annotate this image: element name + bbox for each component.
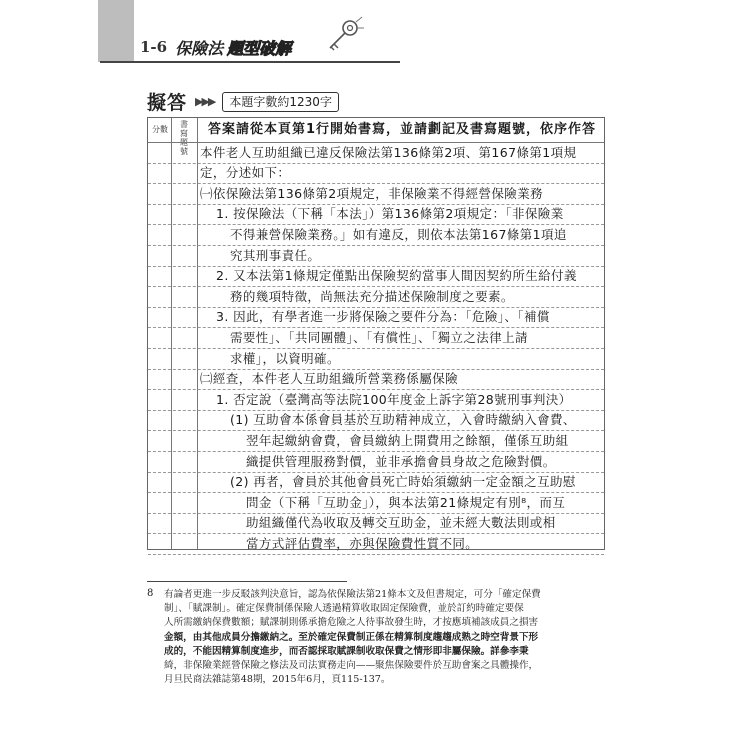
answer-line: 定，分述如下： bbox=[200, 165, 291, 181]
footnote-line: 人所需繳納保費數額；賦課制則係承擔危險之人待事故發生時，才按應填補該成員之損害 bbox=[164, 617, 539, 629]
answer-line: ㈠依保險法第136條第2項規定，非保險業不得經營保險業務 bbox=[200, 185, 544, 201]
answer-line: (2) 再者，會員於其他會員死亡時始須繳納一定金額之互助慰 bbox=[230, 474, 576, 490]
answer-line: 本件老人互助組織已違反保險法第136條第2項、第167條第1項規 bbox=[200, 144, 577, 160]
footnote-rule bbox=[147, 581, 347, 582]
answer-line: 求權」，以資明確。 bbox=[230, 350, 340, 366]
page-number: 1-6 bbox=[140, 38, 168, 56]
footnote-line: 成的，不能因精算制度進步，而否認採取賦課制收取保費之情形即非屬保險。詳參李秉 bbox=[164, 645, 529, 657]
answer-line: 不得兼營保險業務。」如有違反，則依本法第167條第1項追 bbox=[230, 226, 567, 242]
answer-line: 1. 否定說（臺灣高等法院100年度金上訴字第28號刑事判決） bbox=[216, 391, 572, 407]
score-column-header: 分數 bbox=[152, 125, 168, 134]
answer-line: 當方式評估費率，亦與保險費性質不同。 bbox=[246, 535, 479, 551]
answer-line: 助組織僅代為收取及轉交互助金，並未經大數法則或相 bbox=[246, 515, 556, 531]
answer-line: 織提供管理服務對價，並非承擔會員身故之危險對價。 bbox=[246, 453, 556, 469]
footnote-line: 月旦民商法雜誌第48期，2015年6月，頁115-137。 bbox=[164, 674, 391, 686]
header-rule bbox=[100, 61, 400, 63]
key-icon bbox=[320, 14, 366, 54]
answer-line: 問金（下稱「互助金」），與本法第21條規定有別⁸，而互 bbox=[246, 494, 566, 510]
answer-label: 擬答 bbox=[147, 92, 188, 114]
answer-line: 1. 按保險法（下稱「本法」）第136條第2項規定：「非保險業 bbox=[216, 206, 564, 222]
footnote-line: 制」、「賦課制」。確定保費制係保險人透過精算收取固定保險費，並於訂約時確定要保 bbox=[164, 603, 524, 615]
word-count-badge: 本題字數約1230字 bbox=[222, 92, 339, 112]
answer-line: 3. 因此，有學者進一步將保險之要件分為：「危險」、「補償 bbox=[216, 309, 550, 325]
answer-line: ㈡經查，本件老人互助組織所營業務係屬保險 bbox=[200, 371, 459, 387]
answer-line: (1) 互助會本係會員基於互助精神成立，入會時繳納入會費、 bbox=[230, 412, 576, 428]
answer-line: 2. 又本法第1條規定僅點出保險契約當事人間因契約所生給付義 bbox=[216, 268, 577, 284]
book-title: 保險法 bbox=[175, 38, 224, 58]
book-subtitle: 題型破解 bbox=[227, 38, 292, 58]
answer-sheet bbox=[147, 117, 605, 550]
ruled-line bbox=[148, 348, 604, 349]
number-column-header: 書寫題號 bbox=[180, 120, 188, 156]
sheet-instruction: 答案請從本頁第1行開始書寫，並請劃記及書寫題號，依序作答 bbox=[208, 122, 597, 137]
answer-line: 需要性」、「共同團體」、「有償性」、「獨立之法律上請 bbox=[230, 329, 528, 345]
ruled-line bbox=[148, 245, 604, 246]
chapter-tab bbox=[98, 0, 134, 62]
page-header bbox=[140, 34, 291, 60]
footnote-line: 有論者更進一步反駁該判決意旨，認為依保險法第21條本文及但書規定，可分「確定保費 bbox=[164, 589, 541, 600]
answer-heading bbox=[147, 88, 339, 115]
footnote-number: 8 bbox=[147, 588, 154, 599]
footnote-line: 綺，非保險業經營保險之修法及司法實務走向——聚焦保險要件於互助會案之具體操作， bbox=[164, 660, 539, 671]
ruled-line bbox=[148, 554, 604, 555]
answer-line: 翌年起繳納會費，會員繳納上開費用之餘額，僅係互助組 bbox=[246, 432, 569, 448]
triple-arrow-icon: ▶▶▶ bbox=[195, 95, 215, 108]
footnote-line: 金額，由其他成員分擔繳納之。至於確定保費制正係在精算制度趨趨成熟之時空背景下形 bbox=[164, 631, 539, 643]
answer-line: 務的幾項特徵，尚無法充分描述保險制度之要素。 bbox=[230, 288, 514, 304]
answer-line: 究其刑事責任。 bbox=[230, 247, 321, 263]
